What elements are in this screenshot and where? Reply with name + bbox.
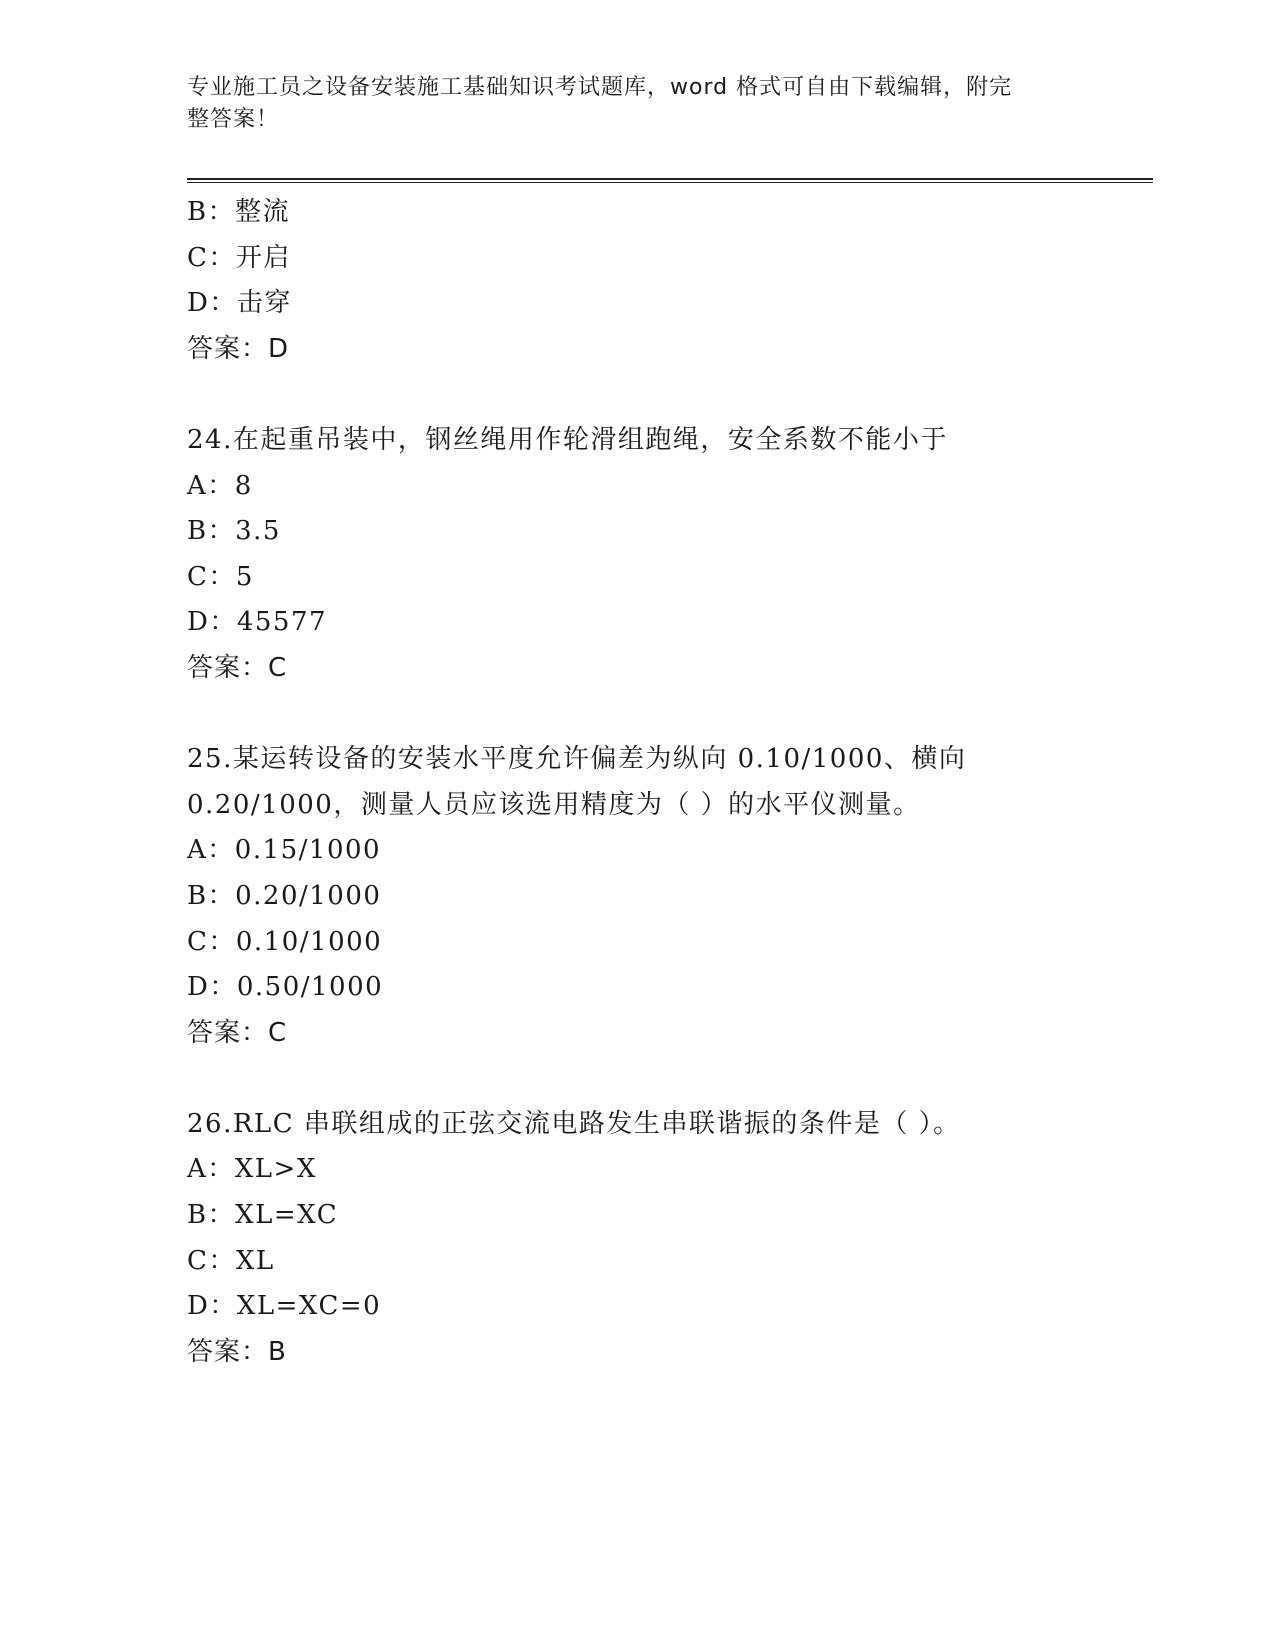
header-divider-thin [187, 182, 1153, 183]
answer-line: 答案：D [187, 333, 290, 364]
option-c: C：0.10/1000 [187, 926, 383, 957]
spacer [187, 372, 1153, 418]
prev-question-block [187, 190, 1153, 372]
option-b: B：3.5 [187, 516, 281, 547]
option-c: C：XL [187, 1245, 275, 1276]
header-line-2: 整答案！ [187, 107, 280, 132]
question-25-block [187, 737, 1153, 1056]
header-divider-thick [187, 178, 1153, 180]
answer-line: 答案：C [187, 1017, 288, 1048]
question-stem-line-1: 25.某运转设备的安装水平度允许偏差为纵向 0.10/1000、横向 [187, 744, 967, 775]
question-stem-line-2: 0.20/1000，测量人员应该选用精度为（ ）的水平仪测量。 [187, 789, 921, 820]
option-b: B：整流 [187, 197, 291, 227]
answer-line: 答案：C [187, 652, 288, 683]
option-a: A：XL>X [187, 1154, 317, 1185]
answer-line: 答案：B [187, 1336, 287, 1367]
question-stem: 26.RLC 串联组成的正弦交流电路发生串联谐振的条件是（ ）。 [187, 1108, 961, 1139]
option-c: C：开启 [187, 242, 291, 273]
option-a: A：0.15/1000 [187, 835, 382, 866]
option-b: B：XL=XC [187, 1200, 339, 1231]
option-d: D：0.50/1000 [187, 972, 384, 1003]
spacer [187, 692, 1153, 738]
option-c: C：5 [187, 561, 254, 592]
question-24-block [187, 418, 1153, 692]
option-d: D：45577 [187, 607, 328, 638]
option-a: A：8 [187, 470, 253, 501]
option-d: D：击穿 [187, 288, 292, 319]
question-content [187, 190, 1153, 1375]
document-header [187, 72, 1067, 136]
spacer [187, 1056, 1153, 1102]
header-line-1: 专业施工员之设备安装施工基础知识考试题库，word 格式可自由下载编辑，附完 [187, 75, 1013, 100]
question-stem: 24.在起重吊装中，钢丝绳用作轮滑组跑绳，安全系数不能小于 [187, 424, 948, 455]
question-26-block [187, 1102, 1153, 1376]
option-d: D：XL=XC=0 [187, 1291, 382, 1322]
option-b: B：0.20/1000 [187, 880, 382, 911]
